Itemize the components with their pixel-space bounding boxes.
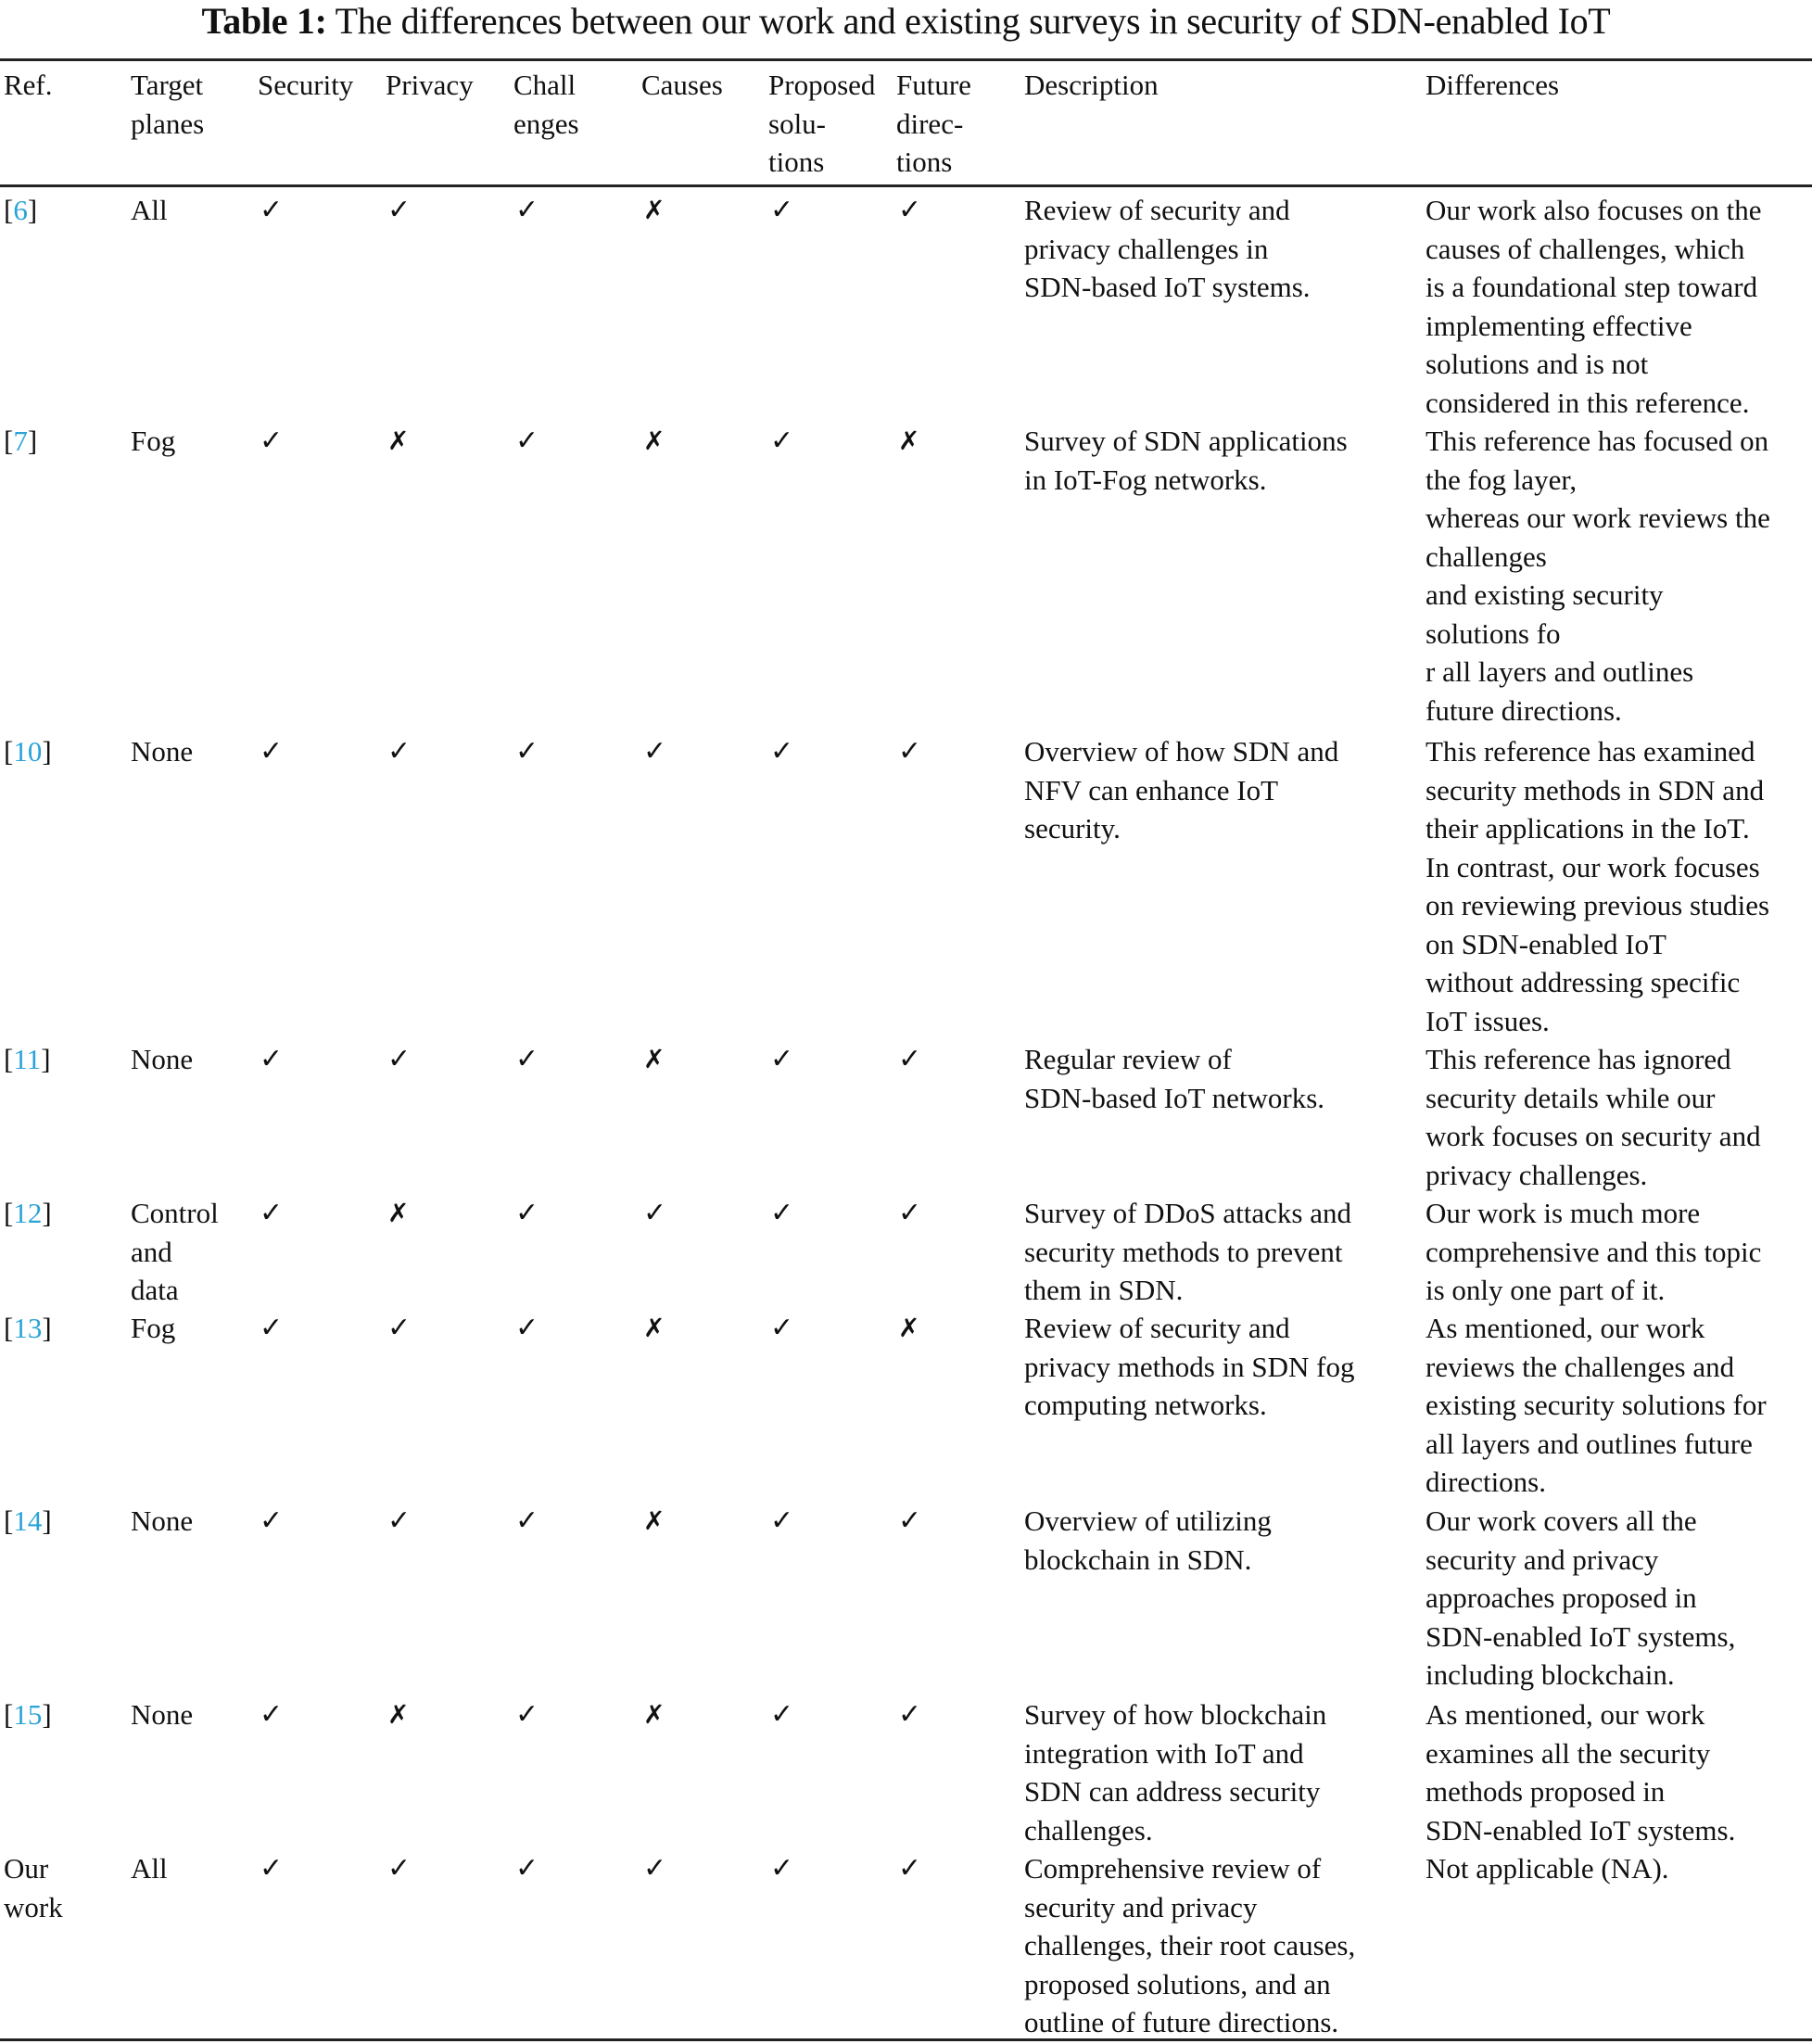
check-icon-security: ✓ bbox=[260, 425, 284, 457]
check-icon-future: ✓ bbox=[898, 194, 922, 226]
target-planes-cell: Fog bbox=[131, 425, 176, 457]
description-cell: Overview of how SDN and bbox=[1024, 735, 1339, 768]
description-cell: security and privacy bbox=[1024, 1890, 1258, 1923]
target-planes-cell: None bbox=[131, 1698, 194, 1731]
differences-cell: security details while our bbox=[1426, 1081, 1716, 1114]
column-header-challenges: Chall bbox=[513, 69, 577, 101]
cross-icon-causes: ✗ bbox=[643, 1699, 665, 1730]
column-header-causes: Causes bbox=[641, 69, 723, 101]
differences-cell: existing security solutions for bbox=[1426, 1389, 1767, 1421]
bracket-open: [ bbox=[4, 1197, 14, 1229]
target-planes-cell: All bbox=[131, 1852, 168, 1885]
description-cell: security. bbox=[1024, 812, 1121, 844]
description-cell: SDN-based IoT systems. bbox=[1024, 271, 1311, 303]
column-header-future: Future bbox=[896, 69, 971, 101]
bracket-close: ] bbox=[42, 1197, 52, 1229]
check-icon-security: ✓ bbox=[260, 1698, 284, 1731]
check-icon-proposed: ✓ bbox=[770, 194, 794, 226]
check-icon-future: ✓ bbox=[898, 1043, 922, 1075]
citation-link[interactable]: 15 bbox=[13, 1698, 43, 1731]
check-icon-causes: ✓ bbox=[643, 1197, 667, 1229]
check-icon-proposed: ✓ bbox=[770, 1312, 794, 1344]
description-cell: privacy methods in SDN fog bbox=[1024, 1350, 1355, 1383]
bracket-open: [ bbox=[4, 194, 14, 226]
check-icon-proposed: ✓ bbox=[770, 1852, 794, 1885]
differences-cell: including blockchain. bbox=[1426, 1658, 1675, 1691]
target-planes-cell: None bbox=[131, 735, 194, 768]
differences-cell: As mentioned, our work bbox=[1426, 1698, 1705, 1731]
description-cell: SDN-based IoT networks. bbox=[1024, 1081, 1325, 1114]
check-icon-challenges: ✓ bbox=[515, 1698, 539, 1731]
check-icon-security: ✓ bbox=[260, 735, 284, 768]
cross-icon-causes: ✗ bbox=[643, 1044, 665, 1074]
bracket-close: ] bbox=[42, 1504, 52, 1537]
bracket-open: [ bbox=[4, 1698, 14, 1731]
ref-cell: Our bbox=[4, 1852, 49, 1885]
check-icon-security: ✓ bbox=[260, 1312, 284, 1344]
check-icon-future: ✓ bbox=[898, 1698, 922, 1731]
differences-cell: Our work also focuses on the bbox=[1426, 194, 1762, 226]
check-icon-privacy: ✓ bbox=[387, 1852, 412, 1885]
bracket-open: [ bbox=[4, 1504, 14, 1537]
differences-cell: and existing security bbox=[1426, 578, 1664, 611]
check-icon-challenges: ✓ bbox=[515, 1504, 539, 1537]
differences-cell: is a foundational step toward bbox=[1426, 271, 1758, 303]
top-rule bbox=[0, 58, 1812, 61]
differences-cell: causes of challenges, which bbox=[1426, 232, 1745, 265]
description-cell: challenges, their root causes, bbox=[1024, 1929, 1356, 1961]
check-icon-privacy: ✓ bbox=[387, 1043, 412, 1075]
description-cell: SDN can address security bbox=[1024, 1775, 1321, 1808]
cross-icon-causes: ✗ bbox=[643, 1313, 665, 1343]
check-icon-future: ✓ bbox=[898, 1504, 922, 1537]
ref-cell bbox=[4, 1502, 52, 1541]
differences-cell: This reference has ignored bbox=[1426, 1043, 1731, 1075]
citation-link[interactable]: 12 bbox=[13, 1197, 43, 1229]
check-icon-privacy: ✓ bbox=[387, 1504, 412, 1537]
differences-cell: Our work covers all the bbox=[1426, 1504, 1697, 1537]
citation-link[interactable]: 14 bbox=[13, 1504, 43, 1537]
description-cell: challenges. bbox=[1024, 1813, 1153, 1847]
column-header-proposed: Proposed bbox=[768, 69, 876, 101]
differences-cell: This reference has focused on bbox=[1426, 425, 1769, 457]
differences-cell: security methods in SDN and bbox=[1426, 773, 1765, 806]
ref-cell bbox=[4, 732, 52, 771]
differences-cell: solutions and is not bbox=[1426, 348, 1649, 380]
column-header-target: Target bbox=[131, 69, 204, 101]
description-cell: integration with IoT and bbox=[1024, 1736, 1304, 1770]
target-planes-cell: and bbox=[131, 1235, 172, 1268]
column-header-security: Security bbox=[258, 69, 354, 101]
check-icon-challenges: ✓ bbox=[515, 194, 539, 226]
differences-cell: comprehensive and this topic bbox=[1426, 1235, 1762, 1268]
differences-cell: reviews the challenges and bbox=[1426, 1350, 1735, 1383]
column-header-target: planes bbox=[131, 107, 205, 140]
check-icon-proposed: ✓ bbox=[770, 1504, 794, 1537]
column-header-differences: Differences bbox=[1426, 69, 1560, 101]
target-planes-cell: All bbox=[131, 194, 168, 226]
citation-link[interactable]: 10 bbox=[13, 735, 43, 768]
description-cell: in IoT-Fog networks. bbox=[1024, 463, 1267, 496]
check-icon-future: ✓ bbox=[898, 1852, 922, 1885]
cross-icon-future: ✗ bbox=[898, 425, 920, 456]
description-cell: proposed solutions, and an bbox=[1024, 1967, 1331, 2000]
column-header-proposed: tions bbox=[768, 146, 825, 178]
caption-label: Table 1: bbox=[201, 0, 327, 42]
description-cell: Comprehensive review of bbox=[1024, 1852, 1322, 1885]
bottom-rule bbox=[0, 2038, 1812, 2041]
differences-cell: examines all the security bbox=[1426, 1736, 1711, 1770]
check-icon-proposed: ✓ bbox=[770, 1698, 794, 1731]
bracket-open: [ bbox=[4, 425, 14, 457]
differences-cell: on SDN-enabled IoT bbox=[1426, 927, 1666, 960]
differences-cell: their applications in the IoT. bbox=[1426, 812, 1750, 844]
check-icon-security: ✓ bbox=[260, 1197, 284, 1229]
caption-text: The differences between our work and existing surveys in security of SDN-enabled IoT bbox=[335, 0, 1611, 42]
description-cell: Survey of how blockchain bbox=[1024, 1698, 1327, 1731]
cross-icon-causes: ✗ bbox=[643, 195, 665, 225]
check-icon-privacy: ✓ bbox=[387, 1312, 412, 1344]
column-header-proposed: solu- bbox=[768, 107, 826, 140]
description-cell: Overview of utilizing bbox=[1024, 1504, 1272, 1537]
table-caption bbox=[0, 0, 1812, 43]
cross-icon-privacy: ✗ bbox=[387, 1699, 410, 1730]
description-cell: security methods to prevent bbox=[1024, 1235, 1343, 1268]
column-header-future: tions bbox=[896, 146, 953, 178]
ref-cell bbox=[4, 191, 37, 230]
differences-cell: whereas our work reviews the bbox=[1426, 501, 1770, 534]
target-planes-cell: Control bbox=[131, 1197, 219, 1229]
description-cell: NFV can enhance IoT bbox=[1024, 773, 1279, 806]
check-icon-challenges: ✓ bbox=[515, 1043, 539, 1075]
bracket-open: [ bbox=[4, 1043, 14, 1075]
check-icon-future: ✓ bbox=[898, 1197, 922, 1229]
description-cell: outline of future directions. bbox=[1024, 2006, 1339, 2038]
differences-cell: the fog layer, bbox=[1426, 463, 1578, 496]
description-cell: Regular review of bbox=[1024, 1043, 1232, 1075]
check-icon-causes: ✓ bbox=[643, 735, 667, 768]
cross-icon-causes: ✗ bbox=[643, 1505, 665, 1536]
differences-cell: directions. bbox=[1426, 1466, 1546, 1498]
check-icon-challenges: ✓ bbox=[515, 1197, 539, 1229]
differences-cell: SDN-enabled IoT systems, bbox=[1426, 1619, 1736, 1653]
description-cell: computing networks. bbox=[1024, 1389, 1267, 1421]
check-icon-privacy: ✓ bbox=[387, 735, 412, 768]
target-planes-cell: Fog bbox=[131, 1312, 176, 1344]
check-icon-privacy: ✓ bbox=[387, 194, 412, 226]
target-planes-cell: data bbox=[131, 1274, 179, 1306]
differences-cell: security and privacy bbox=[1426, 1543, 1659, 1576]
citation-link[interactable]: 6 bbox=[13, 194, 28, 226]
ref-cell bbox=[4, 422, 37, 461]
bracket-close: ] bbox=[42, 735, 52, 768]
bracket-close: ] bbox=[41, 1043, 51, 1075]
ref-cell bbox=[4, 1309, 52, 1348]
ref-cell bbox=[4, 1194, 52, 1233]
citation-link[interactable]: 13 bbox=[13, 1312, 43, 1344]
column-header-privacy: Privacy bbox=[386, 69, 474, 101]
differences-cell: solutions fo bbox=[1426, 616, 1561, 650]
ref-cell bbox=[4, 1695, 52, 1734]
differences-cell: without addressing specific bbox=[1426, 966, 1741, 998]
cross-icon-causes: ✗ bbox=[643, 425, 665, 456]
differences-cell: IoT issues. bbox=[1426, 1004, 1550, 1037]
description-cell: Review of security and bbox=[1024, 1312, 1290, 1344]
description-cell: Survey of SDN applications bbox=[1024, 425, 1348, 457]
differences-cell: work focuses on security and bbox=[1426, 1120, 1761, 1152]
column-header-future: direc- bbox=[896, 107, 964, 140]
bracket-open: [ bbox=[4, 1312, 14, 1344]
differences-cell: SDN-enabled IoT systems. bbox=[1426, 1813, 1736, 1847]
target-planes-cell: None bbox=[131, 1043, 194, 1075]
differences-cell: As mentioned, our work bbox=[1426, 1312, 1705, 1344]
ref-cell bbox=[4, 1040, 51, 1079]
column-header-challenges: enges bbox=[513, 107, 579, 140]
column-header-description: Description bbox=[1024, 69, 1159, 101]
cross-icon-privacy: ✗ bbox=[387, 425, 410, 456]
description-cell: blockchain in SDN. bbox=[1024, 1543, 1252, 1576]
check-icon-security: ✓ bbox=[260, 1043, 284, 1075]
differences-cell: considered in this reference. bbox=[1426, 386, 1750, 419]
differences-cell: r all layers and outlines bbox=[1426, 655, 1694, 688]
check-icon-proposed: ✓ bbox=[770, 1043, 794, 1075]
differences-cell: on reviewing previous studies bbox=[1426, 889, 1770, 921]
description-cell: Survey of DDoS attacks and bbox=[1024, 1197, 1351, 1229]
description-cell: privacy challenges in bbox=[1024, 232, 1269, 265]
check-icon-causes: ✓ bbox=[643, 1852, 667, 1885]
ref-cell: work bbox=[4, 1890, 63, 1923]
differences-cell: challenges bbox=[1426, 540, 1547, 573]
bracket-close: ] bbox=[42, 1698, 52, 1731]
differences-cell: In contrast, our work focuses bbox=[1426, 850, 1760, 883]
header-rule bbox=[0, 184, 1812, 187]
check-icon-future: ✓ bbox=[898, 735, 922, 768]
citation-link[interactable]: 11 bbox=[13, 1043, 42, 1075]
differences-cell: Our work is much more bbox=[1426, 1197, 1701, 1229]
differences-cell: Not applicable (NA). bbox=[1426, 1852, 1669, 1885]
check-icon-proposed: ✓ bbox=[770, 1197, 794, 1229]
cross-icon-future: ✗ bbox=[898, 1313, 920, 1343]
check-icon-proposed: ✓ bbox=[770, 735, 794, 768]
description-cell: Review of security and bbox=[1024, 194, 1290, 226]
bracket-close: ] bbox=[27, 194, 38, 226]
description-cell: them in SDN. bbox=[1024, 1274, 1184, 1306]
bracket-open: [ bbox=[4, 735, 14, 768]
bracket-close: ] bbox=[27, 425, 38, 457]
differences-cell: methods proposed in bbox=[1426, 1775, 1666, 1808]
target-planes-cell: None bbox=[131, 1504, 194, 1537]
check-icon-challenges: ✓ bbox=[515, 1312, 539, 1344]
differences-cell: privacy challenges. bbox=[1426, 1158, 1648, 1191]
differences-cell: is only one part of it. bbox=[1426, 1274, 1666, 1306]
differences-cell: all layers and outlines future bbox=[1426, 1427, 1753, 1460]
citation-link[interactable]: 7 bbox=[13, 425, 28, 457]
bracket-close: ] bbox=[42, 1312, 52, 1344]
check-icon-security: ✓ bbox=[260, 1504, 284, 1537]
differences-cell: approaches proposed in bbox=[1426, 1581, 1697, 1614]
check-icon-security: ✓ bbox=[260, 194, 284, 226]
differences-cell: This reference has examined bbox=[1426, 735, 1755, 768]
check-icon-security: ✓ bbox=[260, 1852, 284, 1885]
check-icon-challenges: ✓ bbox=[515, 425, 539, 457]
differences-cell: implementing effective bbox=[1426, 309, 1692, 342]
check-icon-proposed: ✓ bbox=[770, 425, 794, 457]
check-icon-challenges: ✓ bbox=[515, 1852, 539, 1885]
differences-cell: future directions. bbox=[1426, 693, 1622, 727]
column-header-ref: Ref. bbox=[4, 69, 53, 101]
cross-icon-privacy: ✗ bbox=[387, 1198, 410, 1228]
check-icon-challenges: ✓ bbox=[515, 735, 539, 768]
